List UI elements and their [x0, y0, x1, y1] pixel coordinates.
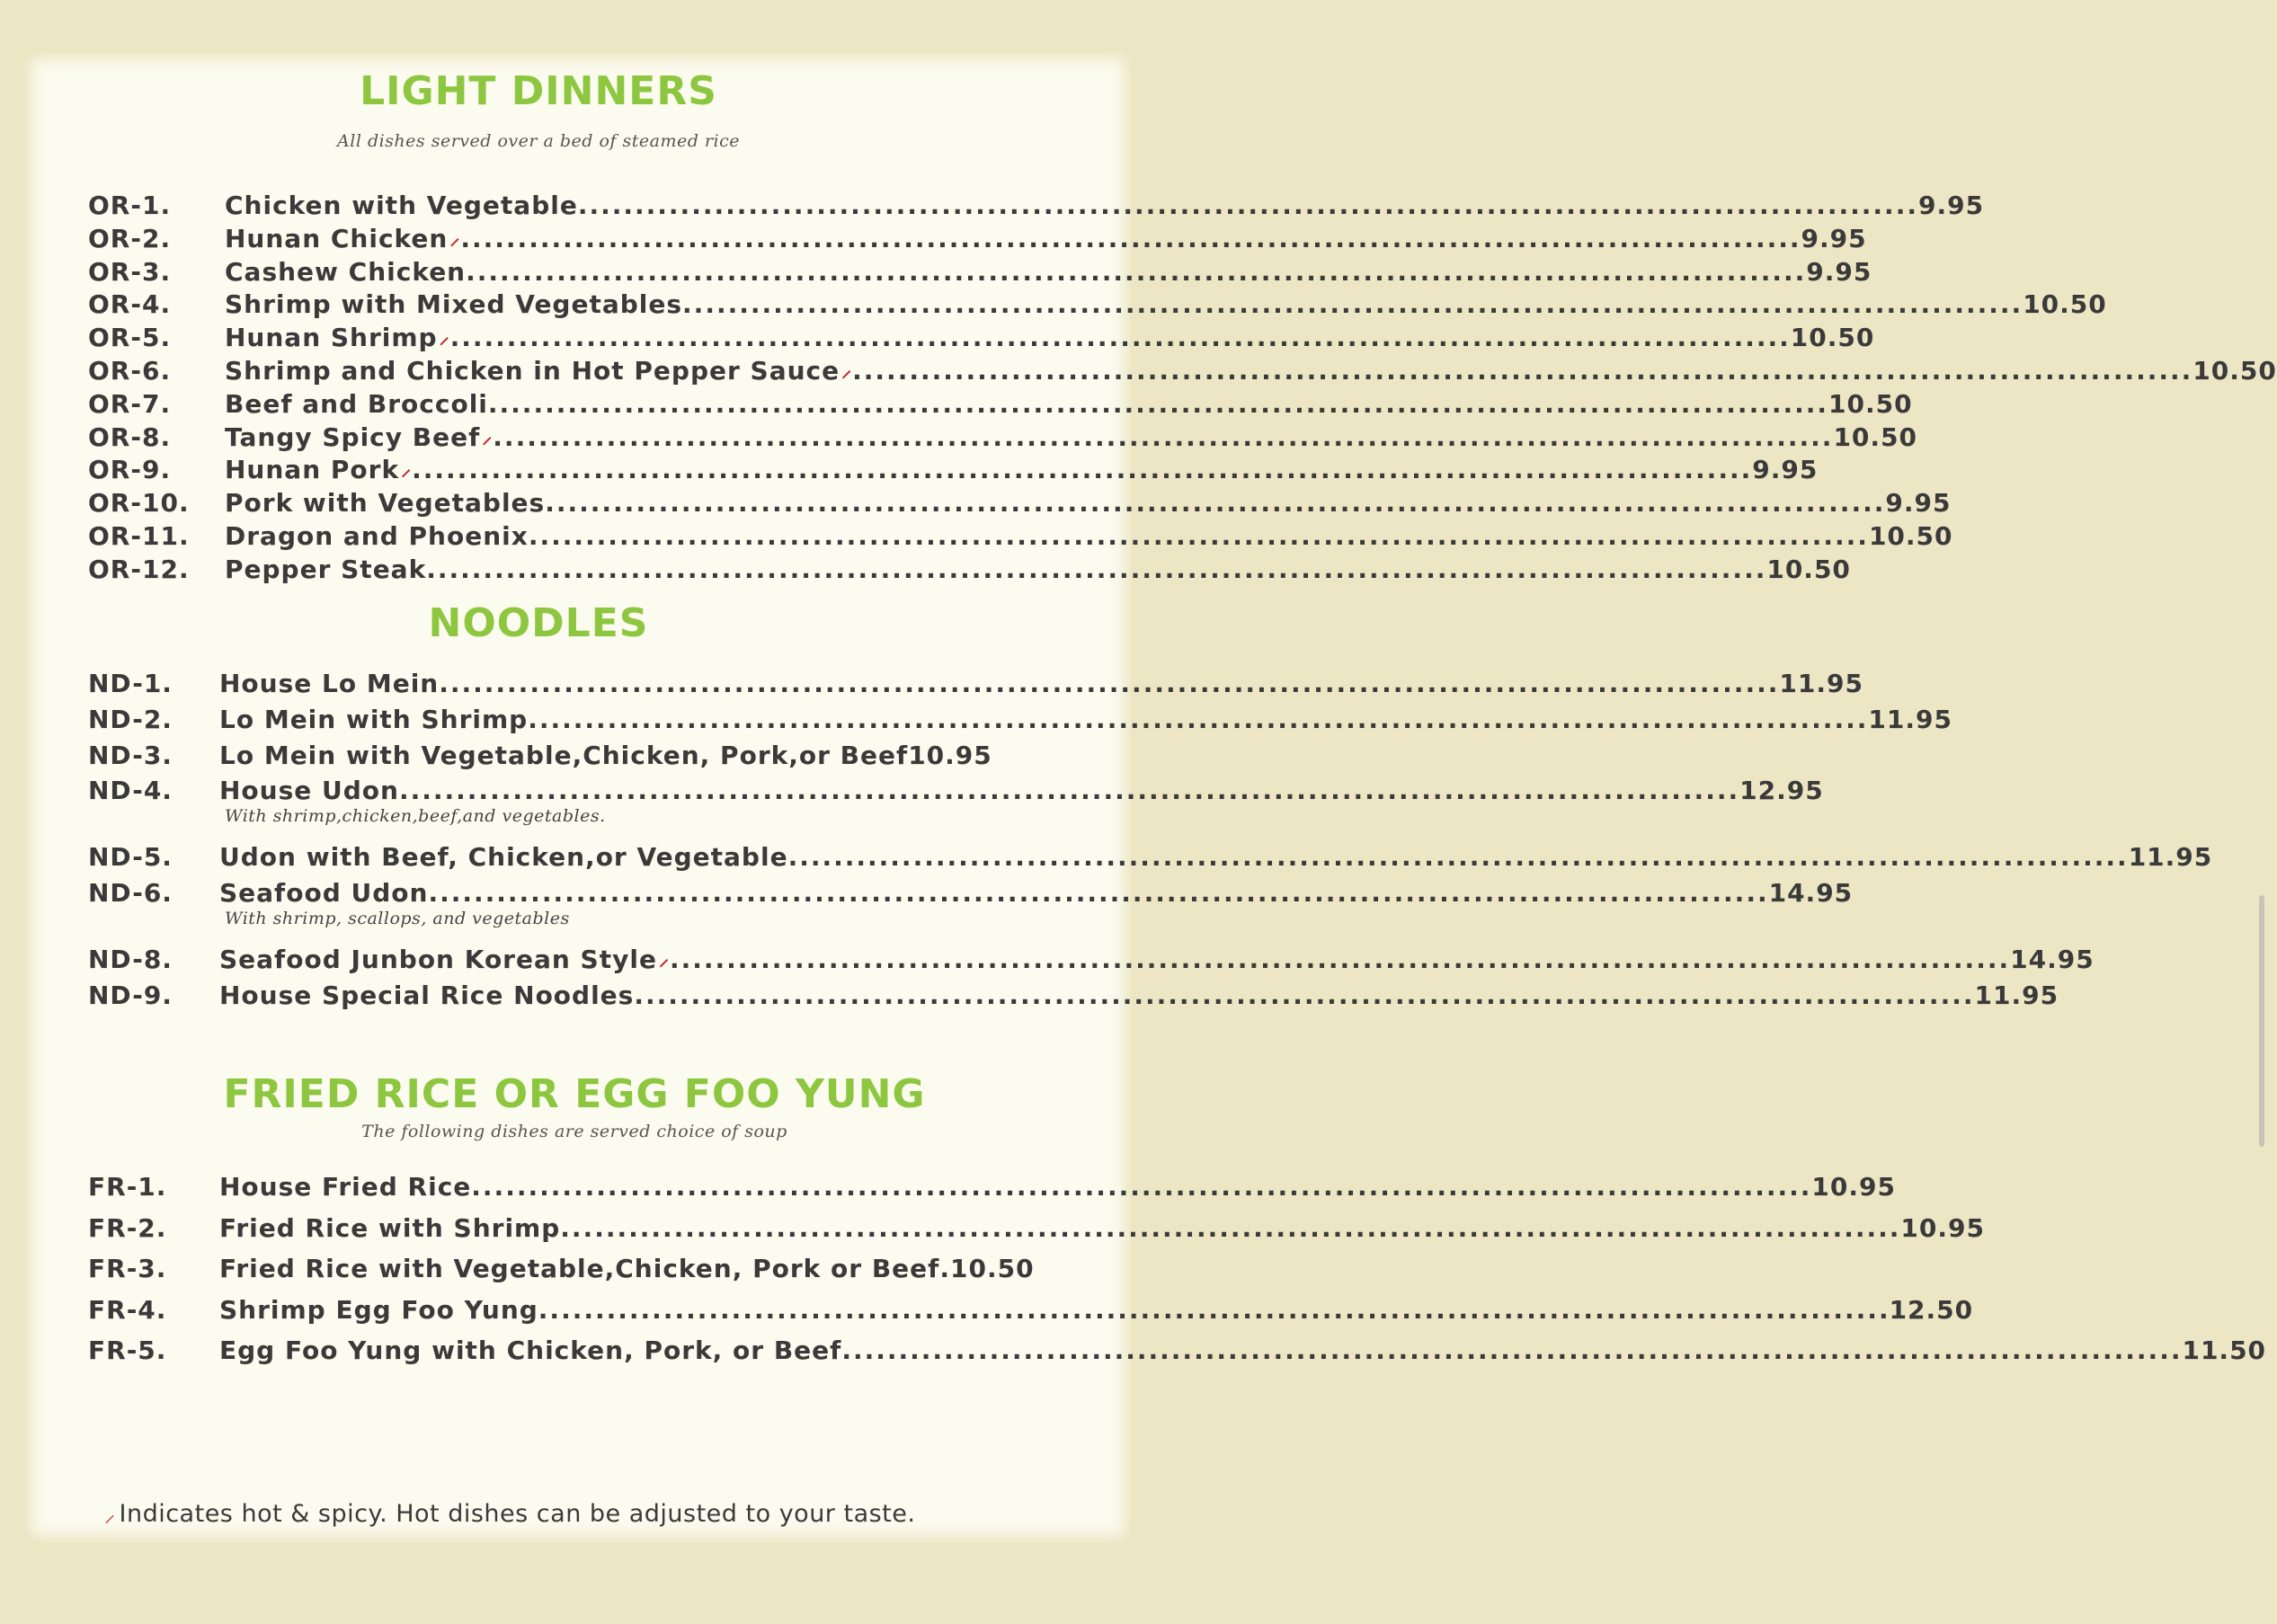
item-name: Fried Rice with Vegetable,Chicken, Pork or Beef [219, 1254, 940, 1283]
item-price: 11.95 [1779, 669, 1863, 698]
item-line [225, 223, 1867, 254]
item-code: OR-11. [88, 521, 190, 551]
item-line [219, 1254, 1035, 1284]
menu-item-row [88, 455, 1819, 485]
chili-pepper-icon: ⸝ [439, 326, 450, 350]
item-code: ND-4. [88, 776, 173, 806]
dot-leader [412, 455, 1752, 485]
footer-text: Indicates hot & spicy. Hot dishes can be adjusted to your taste. [119, 1500, 916, 1528]
item-name: Hunan Pork [225, 455, 400, 485]
item-line [225, 488, 1952, 519]
item-line [219, 704, 1952, 735]
item-price: .10.50 [939, 1254, 1035, 1283]
item-name: Beef and Broccoli [225, 388, 488, 419]
menu-item-row [88, 704, 1952, 735]
item-code: ND-8. [88, 944, 173, 974]
item-name: Lo Mein with Shrimp [219, 704, 529, 734]
item-price: 10.50 [2023, 289, 2107, 320]
item-line [225, 256, 1872, 288]
item-price: 11.95 [1868, 704, 1952, 734]
chili-pepper-icon: ⸝ [449, 226, 461, 250]
item-code: ND-1. [88, 669, 173, 698]
dot-leader [545, 488, 1885, 519]
item-line [219, 1172, 1896, 1202]
menu-item-row [88, 1172, 1896, 1202]
item-price: 10.95 [1900, 1212, 1985, 1243]
item-line [219, 740, 992, 771]
item-line [225, 422, 1918, 453]
item-price: 9.95 [1752, 455, 1819, 485]
item-price: 14.95 [1768, 878, 1854, 908]
item-price: 11.95 [1974, 980, 2059, 1010]
item-line [219, 980, 2059, 1011]
item-price: 10.50 [1868, 521, 1953, 551]
item-name: Chicken with Vegetable [225, 191, 578, 220]
dot-leader [488, 389, 1828, 420]
item-price: 10.50 [1833, 422, 1918, 452]
item-price: 11.95 [2128, 842, 2213, 873]
item-line [219, 842, 2213, 873]
item-name: Shrimp and Chicken in Hot Pepper Sauce [225, 356, 841, 386]
dot-leader [528, 705, 1868, 735]
item-code: FR-3. [88, 1254, 167, 1283]
item-line [219, 878, 1854, 909]
menu-item-row [88, 842, 2213, 873]
menu-item-row [88, 191, 1985, 221]
item-code: OR-8. [88, 422, 172, 452]
item-price: 9.95 [1885, 488, 1952, 519]
item-price: 11.50 [2182, 1336, 2267, 1365]
item-price: 9.95 [1806, 256, 1872, 287]
item-line [219, 1336, 2267, 1366]
item-name: Shrimp Egg Foo Yung [219, 1294, 538, 1325]
item-note: With shrimp,chicken,beef,and vegetables. [225, 806, 606, 827]
item-name: Pepper Steak [225, 554, 427, 584]
item-code: ND-3. [88, 740, 173, 770]
item-code: ND-6. [88, 878, 173, 908]
chili-pepper-icon: ⸝ [658, 947, 670, 971]
item-price: .12.50 [1878, 1294, 1974, 1325]
chili-pepper-icon: ⸝ [482, 425, 494, 448]
menu-item-row [88, 223, 1867, 254]
item-name: House Fried Rice [219, 1172, 472, 1202]
menu-item-row [88, 388, 1913, 420]
chili-pepper-icon: ⸝ [104, 1502, 116, 1527]
menu-item-row [88, 944, 2095, 975]
item-code: OR-7. [88, 388, 172, 419]
item-code: OR-2. [88, 223, 172, 253]
dot-leader [852, 356, 2193, 386]
item-name: Hunan Shrimp [225, 323, 438, 353]
item-name: Cashew Chicken [225, 256, 467, 287]
item-line [225, 455, 1819, 485]
menu-item-row [88, 256, 1872, 288]
chili-pepper-icon: ⸝ [401, 458, 413, 482]
item-line [225, 388, 1913, 420]
item-name: Pork with Vegetables [225, 488, 546, 519]
item-line [219, 669, 1863, 699]
dot-leader [428, 878, 1768, 909]
fried-rice-title: FRIED RICE OR EGG FOO YUNG [223, 1071, 926, 1117]
footer-note [104, 1499, 915, 1529]
menu-item-row [88, 323, 1875, 353]
item-name: Hunan Chicken [225, 223, 449, 253]
item-code: ND-5. [88, 842, 173, 873]
chili-pepper-icon: ⸝ [841, 359, 853, 382]
item-name: Egg Foo Yung with Chicken, Pork, or Beef [219, 1336, 842, 1365]
dot-leader [493, 422, 1833, 453]
item-name: Udon with Beef, Chicken,or Vegetable [219, 842, 788, 873]
menu-item-row [88, 554, 1851, 585]
dot-leader [529, 521, 1869, 552]
item-line [225, 289, 2107, 320]
menu-item-row [88, 422, 1918, 453]
item-name: House Special Rice Noodles [219, 980, 635, 1010]
menu-item-row [88, 289, 2107, 320]
item-line [225, 323, 1875, 353]
item-note: With shrimp, scallops, and vegetables [225, 908, 570, 928]
menu-item-row [88, 980, 2059, 1011]
item-code: OR-6. [88, 356, 172, 386]
dot-leader [560, 1213, 1900, 1244]
item-line [219, 1212, 1985, 1244]
menu-item-row [88, 356, 2277, 386]
menu-item-row [88, 776, 1824, 806]
dot-leader [841, 1336, 2182, 1366]
item-name: Shrimp with Mixed Vegetables [225, 289, 683, 320]
item-name: Tangy Spicy Beef [225, 422, 481, 452]
item-price: 10.50 [1790, 323, 1875, 353]
item-name: Lo Mein with Vegetable,Chicken, Pork,or Beef [219, 740, 909, 770]
item-line [225, 521, 1953, 552]
item-price: 10.50 [2193, 356, 2277, 386]
item-name: House Udon [219, 776, 399, 806]
light-dinners-subtitle: All dishes served over a bed of steamed rice [337, 131, 740, 151]
menu-item-row [88, 521, 1953, 552]
dot-leader [450, 323, 1791, 353]
dot-leader [399, 776, 1739, 806]
dot-leader [670, 945, 2010, 975]
menu-item-row [88, 1254, 1035, 1284]
dot-leader [439, 669, 1779, 699]
menu-item-row [88, 1336, 2267, 1366]
dot-leader [578, 191, 1918, 221]
menu-item-row [88, 1294, 1974, 1326]
menu-page [25, 52, 2277, 1542]
item-price: 10.50 [1766, 554, 1851, 584]
menu-item-row [88, 740, 992, 771]
item-line [219, 776, 1824, 806]
menu-item-row [88, 1212, 1985, 1244]
item-name: Seafood Junbon Korean Style [219, 944, 657, 974]
item-line [225, 356, 2277, 386]
item-code: OR-5. [88, 323, 172, 353]
item-code: FR-1. [88, 1172, 167, 1202]
item-price: 9.95 [1801, 223, 1867, 253]
item-name: Dragon and Phoenix [225, 521, 529, 551]
dot-leader [634, 981, 1974, 1011]
item-code: OR-1. [88, 191, 172, 220]
item-name: Fried Rice with Shrimp [219, 1212, 561, 1243]
noodles-title: NOODLES [428, 600, 649, 646]
item-price: 10.95 [908, 740, 992, 770]
item-price: 10.50 [1828, 388, 1913, 419]
item-code: FR-2. [88, 1212, 167, 1243]
menu-item-row [88, 488, 1952, 519]
dot-leader [426, 555, 1766, 585]
item-line [225, 554, 1851, 585]
item-price: 12.95 [1739, 776, 1824, 806]
item-code: OR-4. [88, 289, 172, 320]
scrollbar[interactable] [2259, 895, 2264, 1147]
item-code: FR-5. [88, 1336, 167, 1365]
dot-leader [538, 1295, 1879, 1326]
light-dinners-title: LIGHT DINNERS [360, 68, 717, 114]
item-code: OR-3. [88, 256, 172, 287]
item-code: OR-12. [88, 554, 190, 584]
dot-leader [788, 842, 2129, 873]
dot-leader [460, 224, 1801, 254]
item-line [219, 944, 2095, 975]
item-line [225, 191, 1985, 221]
item-price: 10.95 [1811, 1172, 1896, 1202]
item-line [219, 1294, 1974, 1326]
dot-leader [682, 289, 2023, 320]
item-code: ND-2. [88, 704, 173, 734]
item-code: OR-10. [88, 488, 190, 519]
dot-leader [471, 1172, 1811, 1202]
item-code: FR-4. [88, 1294, 167, 1325]
item-price: 14.95 [2010, 944, 2095, 974]
menu-item-row [88, 669, 1863, 699]
item-name: House Lo Mein [219, 669, 440, 698]
item-code: OR-9. [88, 455, 172, 485]
item-code: ND-9. [88, 980, 173, 1010]
dot-leader [466, 257, 1806, 288]
item-name: Seafood Udon [219, 878, 429, 908]
item-price: 9.95 [1917, 191, 1985, 220]
menu-item-row [88, 878, 1854, 909]
fried-rice-subtitle: The following dishes are served choice of soup [361, 1122, 787, 1141]
